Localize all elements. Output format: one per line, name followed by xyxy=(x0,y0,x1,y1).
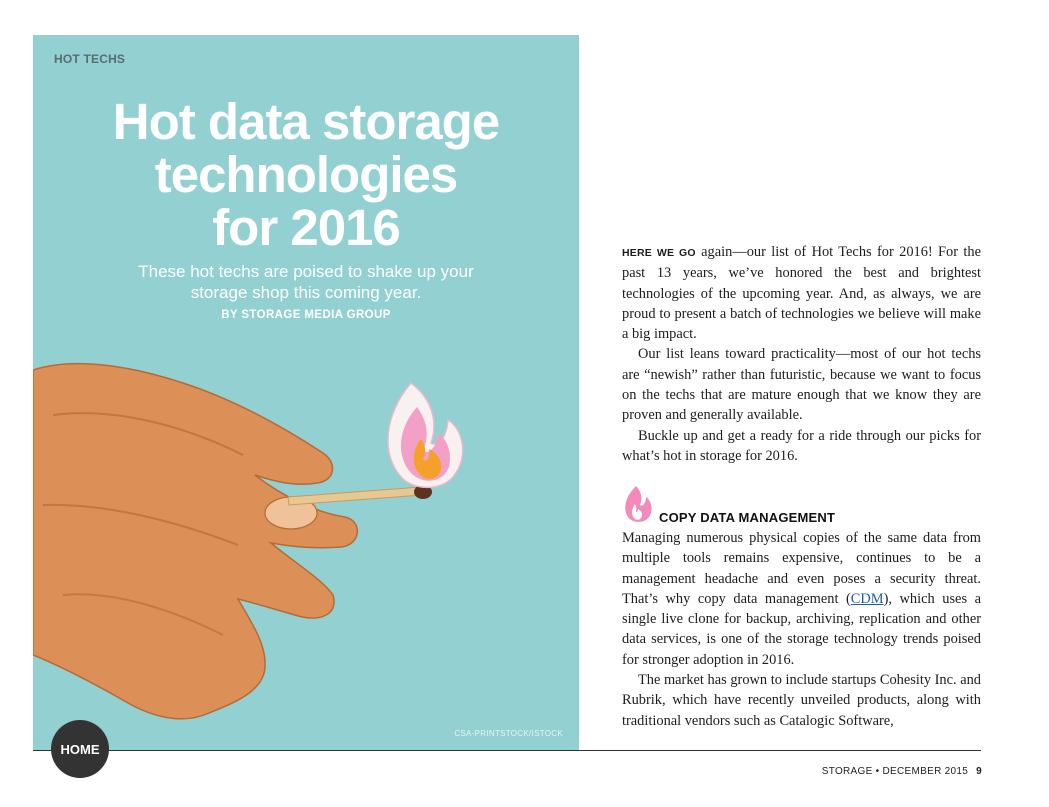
body-paragraph: Buckle up and get a ready for a ride through our picks for what’s hot in storage for 2016. xyxy=(622,427,981,464)
title-line: Hot data storage xyxy=(112,93,500,150)
subtitle-line: These hot techs are poised to shake up your xyxy=(138,262,474,281)
body-paragraph: The market has grown to include startups Cohesity Inc. and Rubrik, which have recently unveiled products, along with traditional vendors such as Catalogic Software, xyxy=(622,672,981,729)
footer-rule xyxy=(33,750,981,751)
section-text-column xyxy=(622,528,981,731)
section-title: COPY DATA MANAGEMENT xyxy=(659,510,836,525)
page-footer xyxy=(822,766,982,777)
article-title xyxy=(33,95,579,254)
byline: BY STORAGE MEDIA GROUP xyxy=(221,309,391,321)
cdm-link[interactable]: CDM xyxy=(850,590,884,607)
body-paragraph xyxy=(622,528,981,670)
hero-image-panel xyxy=(33,35,579,750)
title-line: for 2016 xyxy=(212,199,400,256)
flame-icon xyxy=(622,484,654,524)
hand-shape xyxy=(33,364,357,719)
home-button[interactable]: HOME xyxy=(51,720,109,778)
paragraph-text: ), which uses a single live clone for backup, archiving, replication and other data services, is one of the storage technology trends poised for stronger adoption in 2016. xyxy=(622,590,981,668)
photo-credit: CSA-PRINTSTOCK/ISTOCK xyxy=(454,729,563,738)
matchstick xyxy=(288,487,422,505)
lead-in: HERE WE GO xyxy=(622,247,696,259)
title-line: technologies xyxy=(154,146,458,203)
subtitle-line: storage shop this coming year. xyxy=(190,283,422,302)
body-paragraph: Our list leans toward practicality—most of our hot techs are “newish” rather than futuristic, because we want to focus on the techs that are mature enough that we know they are proven and generally available. xyxy=(622,346,981,424)
intro-text-column xyxy=(622,242,981,466)
publication-info: STORAGE • DECEMBER 2015 xyxy=(821,766,969,777)
section-heading xyxy=(622,484,982,524)
intro-text: again—our list of Hot Techs for 2016! For the past 13 years, we’ve honored the best and brightest technologies of the upcoming year. And, as always, we are proud to present a batch of technologies we believe will make a big impact. xyxy=(622,244,981,343)
section-kicker: HOT TECHS xyxy=(54,52,126,66)
paragraph-text: Managing numerous physical copies of the same data from multiple tools remains expensive, continues to be a management headache and even poses a security threat. That’s why copy data management ( xyxy=(622,530,981,607)
article-subtitle xyxy=(33,261,579,303)
page-number: 9 xyxy=(976,766,982,777)
intro-paragraph xyxy=(622,242,981,344)
